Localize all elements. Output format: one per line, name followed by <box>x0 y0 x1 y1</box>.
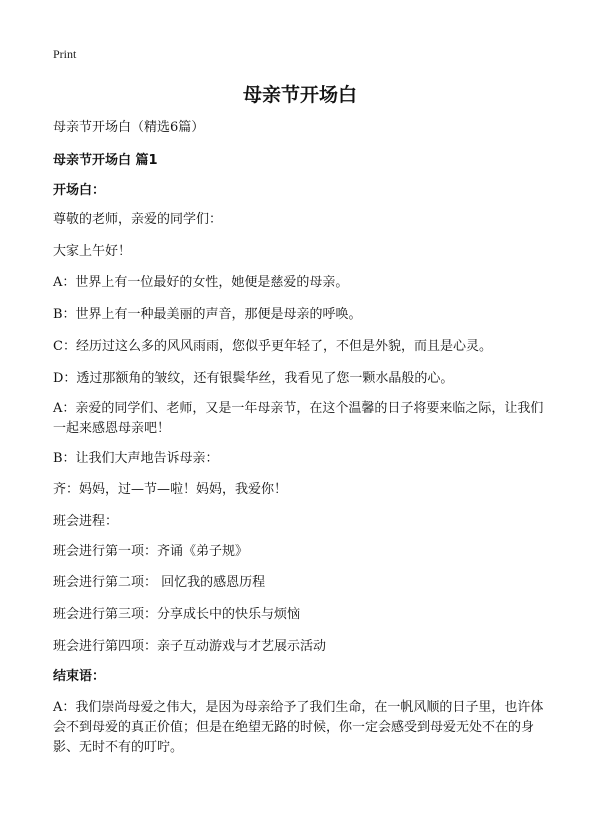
paragraph-a2: A：亲爱的同学们、老师，又是一年母亲节，在这个温馨的日子将要来临之际，让我们一起来感恩母亲吧！ <box>53 401 544 436</box>
section-heading: 母亲节开场白 篇1 <box>53 153 158 168</box>
paragraph-b1: B：世界上有一种最美丽的声音，那便是母亲的呼唤。 <box>53 307 362 322</box>
paragraph-all: 齐：妈妈，过—节—啦！妈妈，我爱你！ <box>53 482 288 497</box>
greeting: 大家上午好！ <box>53 244 132 259</box>
paragraph-d1: D：透过那额角的皱纹，还有银鬓华丝，我看见了您一颗水晶般的心。 <box>53 371 454 386</box>
subtitle: 母亲节开场白（精选6篇） <box>53 120 205 135</box>
paragraph-a1: A：世界上有一位最好的女性，她便是慈爱的母亲。 <box>53 275 349 290</box>
step-3: 班会进行第三项：分享成长中的快乐与烦恼 <box>53 607 301 622</box>
step-4: 班会进行第四项：亲子互动游戏与才艺展示活动 <box>53 639 327 654</box>
step-2: 班会进行第二项： 回忆我的感恩历程 <box>53 575 266 590</box>
progress-heading: 班会进程： <box>53 514 119 529</box>
closing-paragraph: A：我们崇尚母爱之伟大，是因为母亲给予了我们生命，在一帆风顺的日子里，也许体会不到母爱的真正价值；但是在绝望无路的时候，你一定会感受到母爱无处不在的身影、无时不有的叮咛。 <box>53 700 544 755</box>
step-1: 班会进行第一项：齐诵《弟子规》 <box>53 544 249 559</box>
document-title: 母亲节开场白 <box>242 84 357 106</box>
print-label: Print <box>53 47 77 61</box>
paragraph-b2: B：让我们大声地告诉母亲： <box>53 451 219 466</box>
closing-heading: 结束语： <box>53 669 106 684</box>
salutation: 尊敬的老师，亲爱的同学们： <box>53 212 223 227</box>
opening-heading: 开场白： <box>53 183 106 198</box>
paragraph-c1: C：经历过这么多的风风雨雨，您似乎更年轻了，不但是外貌，而且是心灵。 <box>53 339 492 354</box>
